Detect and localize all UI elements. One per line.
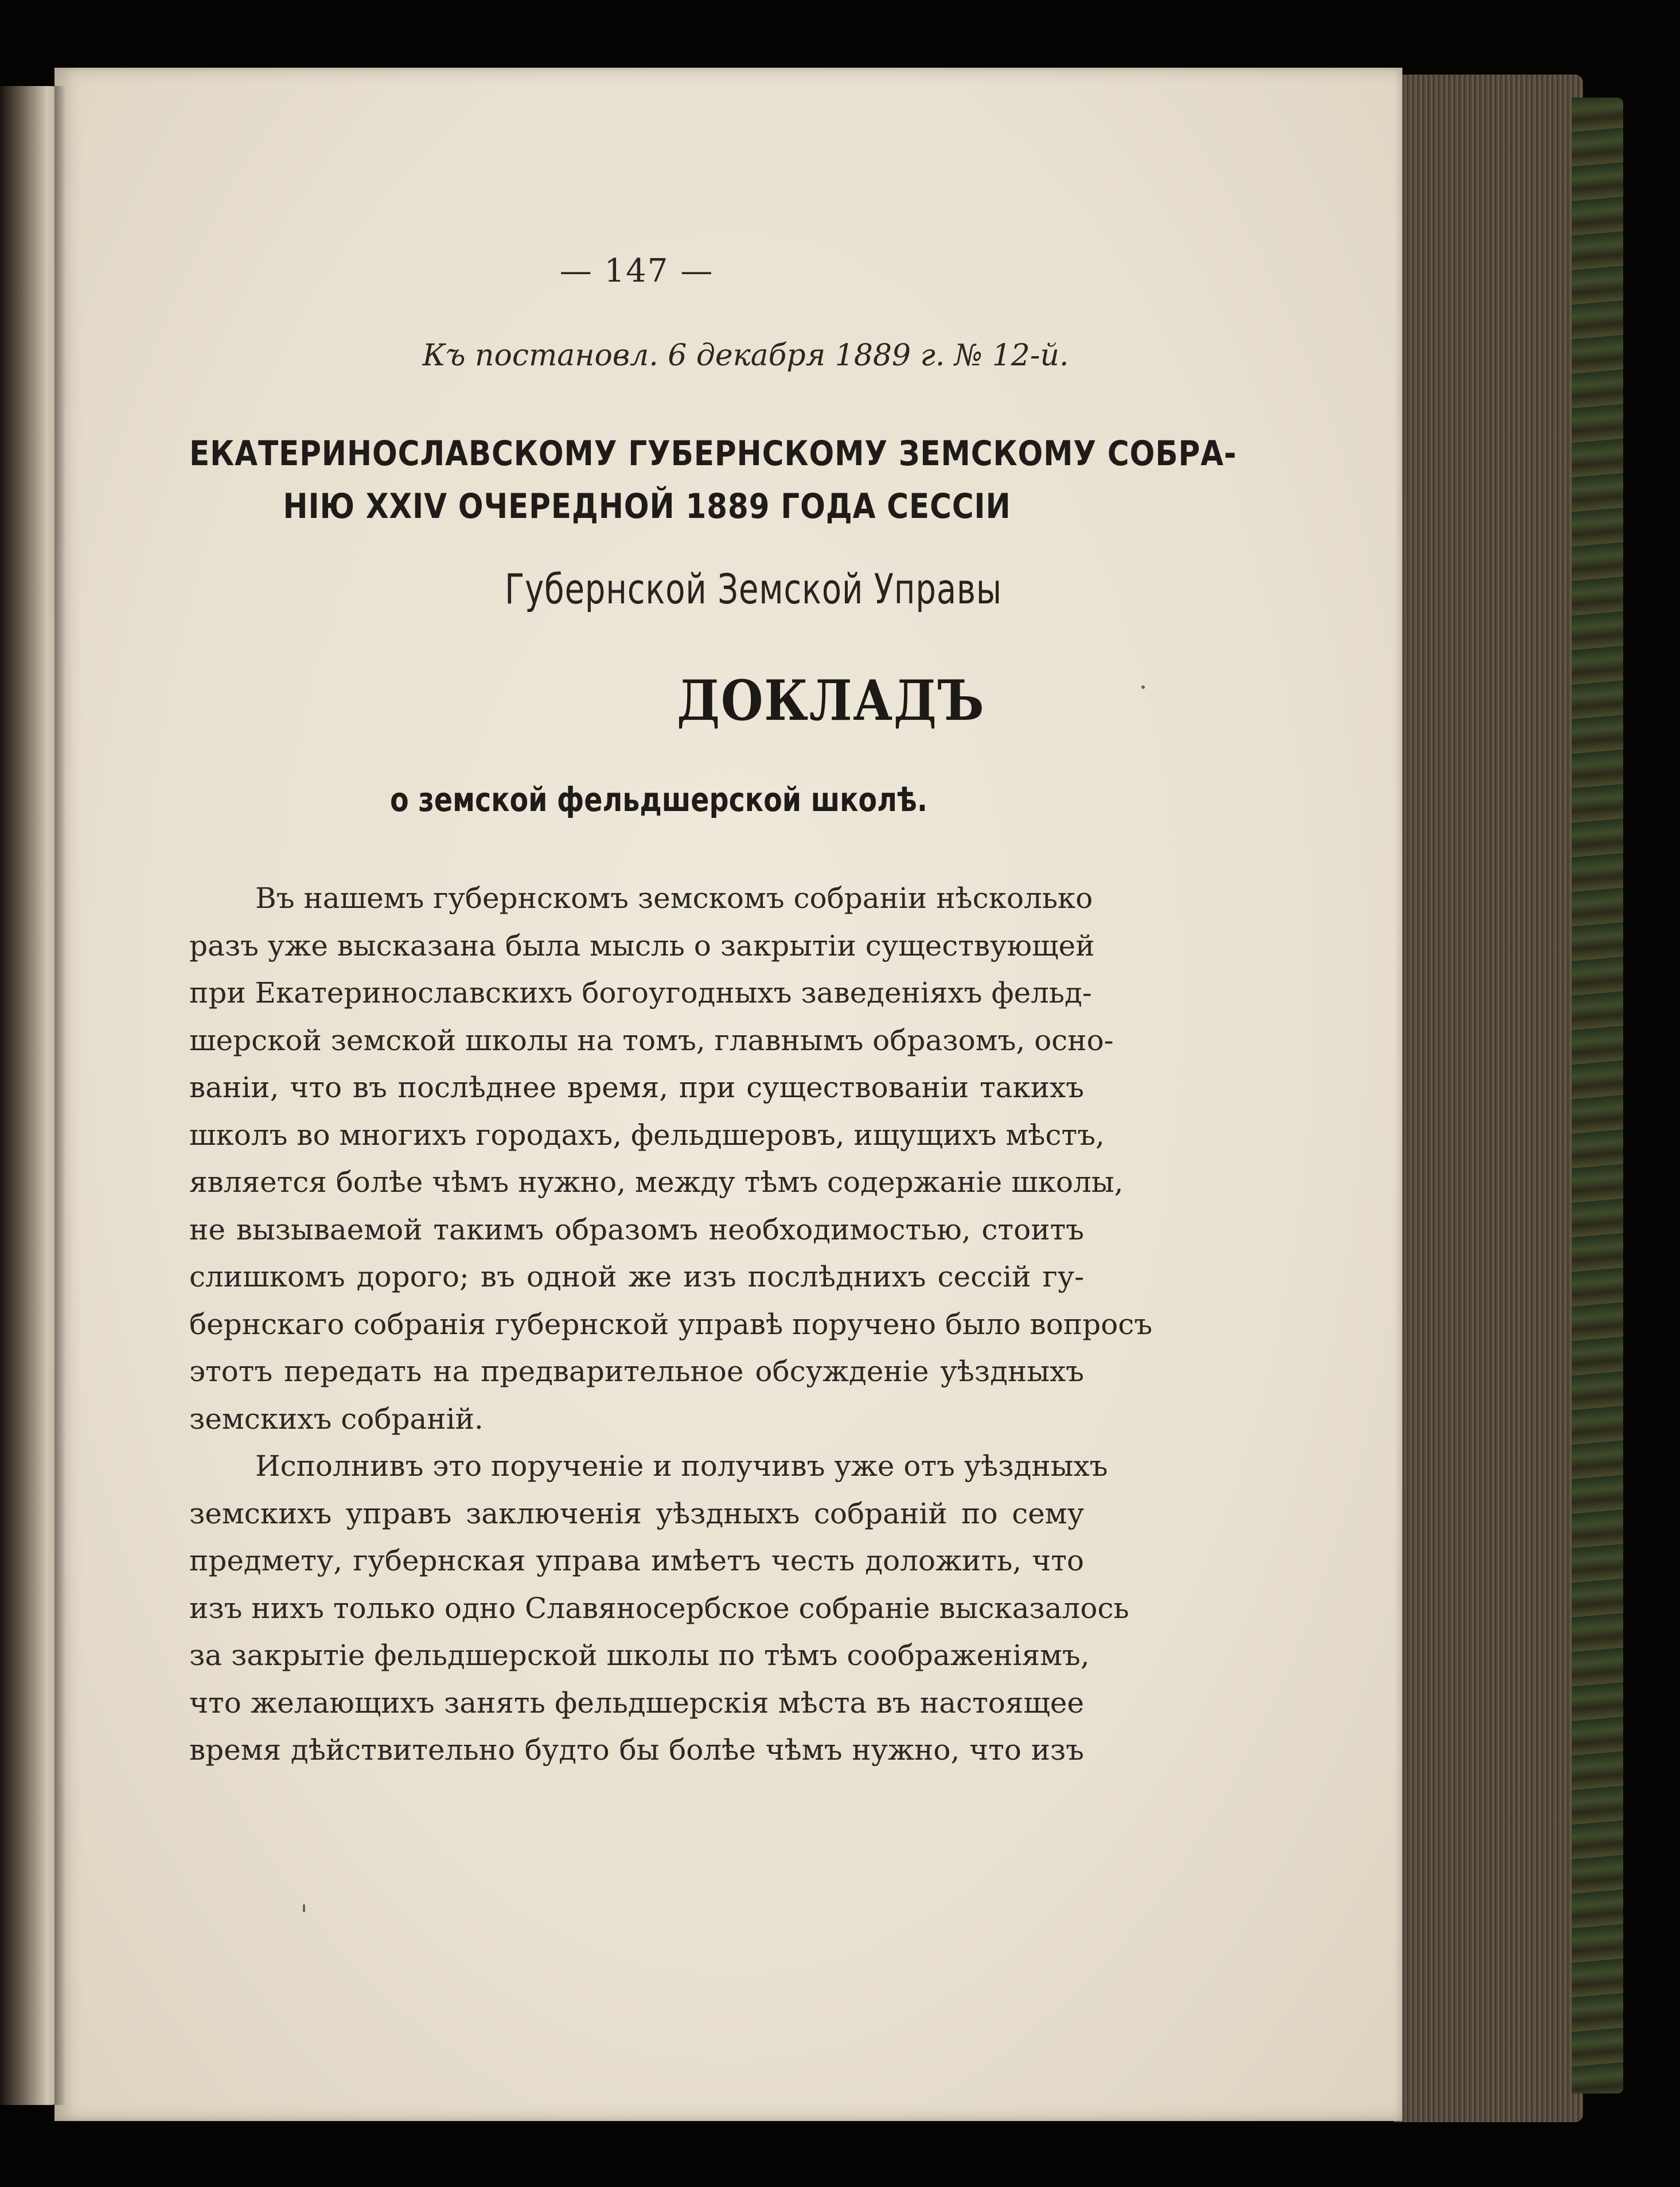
report-title: ДОКЛАДЪ [677,668,985,733]
book-cover-edge [1572,98,1623,2094]
text-line: изъ нихъ только одно Славяносербское собраніе высказалось [189,1591,1129,1625]
text-line: бернскаго собранія губернской управѣ поручено было вопросъ [189,1307,1153,1341]
assembly-title-line-2: НІЮ XXIV ОЧЕРЕДНОЙ 1889 ГОДА СЕССІИ [283,486,1011,527]
text-line: этотъ передать на предварительное обсужденіе уѣздныхъ [189,1355,1084,1388]
text-line: предмету, губернская управа имѣетъ честь доложить, что [189,1544,1084,1577]
text-line: земскихъ собраній. [189,1402,484,1436]
assembly-title [189,427,1237,533]
text-line: Въ нашемъ губернскомъ земскомъ собраніи нѣсколько [255,882,1093,915]
assembly-title-line-1: ЕКАТЕРИНОСЛАВСКОМУ ГУБЕРНСКОМУ ЗЕМСКОМУ СОБРА- [189,434,1237,474]
paragraph-2 [189,1443,1129,1774]
text-line: за закрытіе фельдшерской школы по тѣмъ соображеніямъ, [189,1639,1090,1672]
previous-page-edge [0,86,63,2105]
page-number: — 147 — [559,252,714,290]
text-line: что желающихъ занять фельдшерскія мѣста въ настоящее [189,1686,1084,1720]
report-subject: о земской фельдшерской школѣ. [390,780,927,819]
text-line: при Екатеринославскихъ богоугодныхъ заведеніяхъ фельд- [189,976,1092,1009]
paper-speck [1141,685,1145,689]
report-body [189,875,1153,1774]
paper-speck [303,1904,305,1912]
text-line: разъ уже высказана была мысль о закрытіи существующей [189,929,1095,962]
text-line: время дѣйствительно будто бы болѣе чѣмъ нужно, что изъ [189,1733,1084,1767]
board-heading: Губернской Земской Управы [505,565,1002,613]
text-line: не вызываемой такимъ образомъ необходимостью, стоитъ [189,1213,1084,1246]
text-line: Исполнивъ это порученіе и получивъ уже отъ уѣздныхъ [255,1449,1108,1483]
text-line: ваніи, что въ послѣднее время, при существованіи такихъ [189,1071,1084,1104]
book-page-edges [1394,75,1583,2122]
paragraph-1 [189,875,1153,1443]
text-line: школъ во многихъ городахъ, фельдшеровъ, ищущихъ мѣстъ, [189,1118,1105,1152]
text-line: слишкомъ дорого; въ одной же изъ послѣднихъ сессій гу- [189,1260,1084,1293]
text-line: земскихъ управъ заключенія уѣздныхъ собраній по сему [189,1496,1084,1530]
text-line: является болѣе чѣмъ нужно, между тѣмъ содержаніе школы, [189,1165,1124,1199]
gutter-shadow [54,86,66,2105]
resolution-reference: Къ постановл. 6 декабря 1889 г. № 12-й. [422,338,1069,373]
text-line: шерской земской школы на томъ, главнымъ образомъ, осно- [189,1023,1114,1057]
